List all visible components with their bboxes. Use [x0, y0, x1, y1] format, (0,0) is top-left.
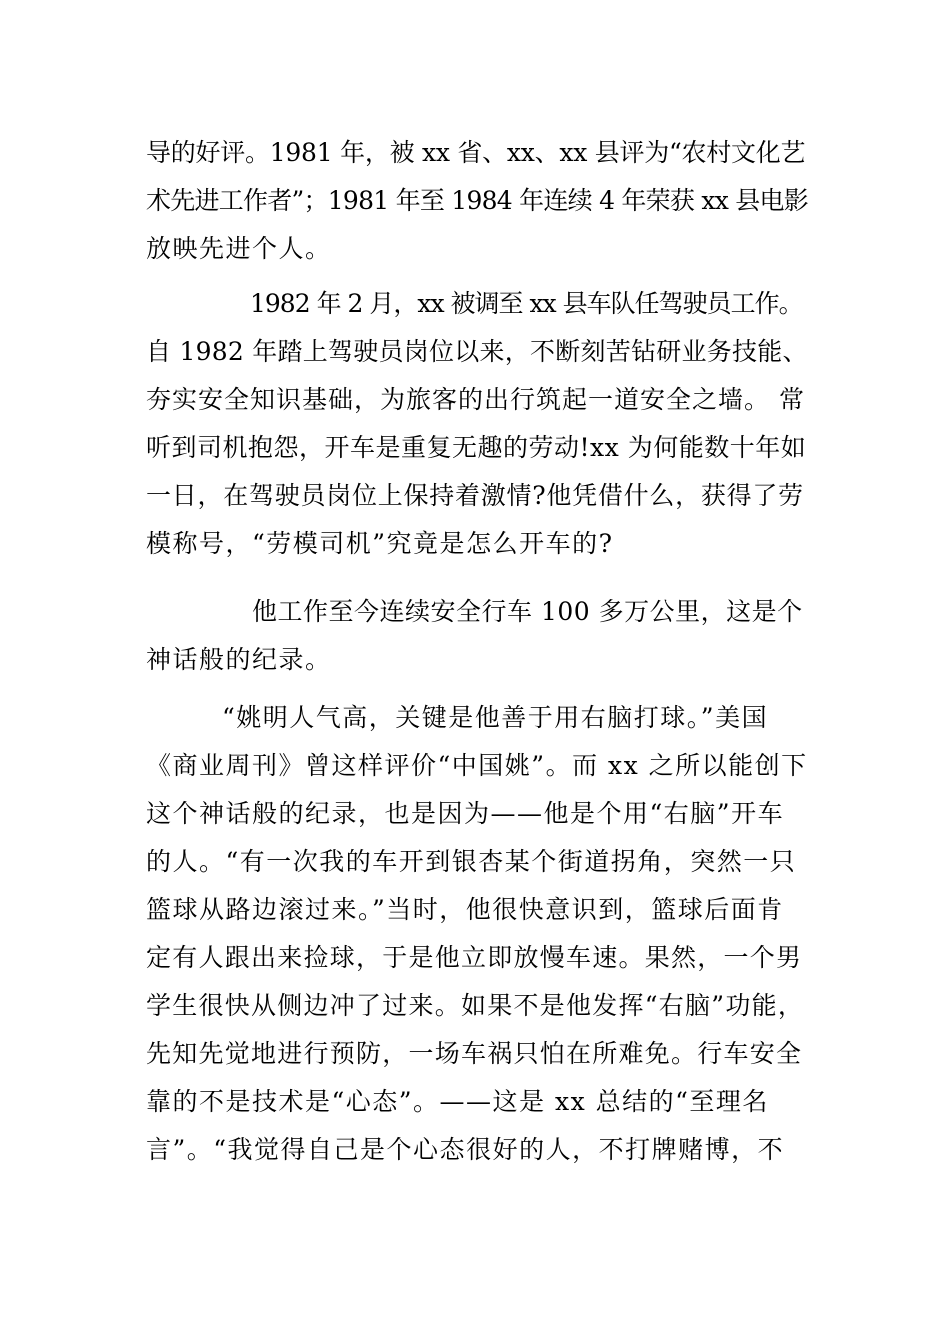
text-line: 导的好评。1981 年，被 xx 省、xx、xx 县评为“农村文化艺 [146, 138, 806, 167]
text-line: “姚明人气高，关键是他善于用右脑打球。”美国 [222, 703, 769, 732]
text-line: 神话般的纪录。 [146, 645, 332, 674]
text-line: 他工作至今连续安全行车 100 多万公里，这是个 [252, 597, 803, 626]
text-line: 夯实安全知识基础，为旅客的出行筑起一道安全之墙。 常 [146, 385, 805, 414]
text-line: 这个神话般的纪录，也是因为——他是个用“右脑”开车 [146, 799, 785, 828]
text-line: 篮球从路边滚过来。”当时，他很快意识到，篮球后面肯 [146, 895, 784, 924]
text-line: 的人。“有一次我的车开到银杏某个街道拐角，突然一只 [146, 847, 797, 876]
text-line: 模称号，“劳模司机”究竟是怎么开车的? [146, 529, 614, 558]
text-line: 听到司机抱怨，开车是重复无趣的劳动!xx 为何能数十年如 [146, 433, 807, 462]
text-line: 靠的不是技术是“心态”。——这是 xx 总结的“至理名 [146, 1087, 769, 1116]
text-line: 一日，在驾驶员岗位上保持着激情?他凭借什么，获得了劳 [146, 481, 804, 510]
text-line: 《商业周刊》曾这样评价“中国姚”。而 xx 之所以能创下 [146, 751, 808, 780]
text-line: 学生很快从侧边冲了过来。如果不是他发挥“右脑”功能， [146, 991, 805, 1020]
text-line: 先知先觉地进行预防，一场车祸只怕在所难免。行车安全 [146, 1039, 803, 1068]
text-line: 自 1982 年踏上驾驶员岗位以来，不断刻苦钻研业务技能、 [146, 337, 808, 366]
text-line: 术先进工作者”；1981 年至 1984 年连续 4 年荣获 xx 县电影 [146, 186, 809, 215]
text-line: 放映先进个人。 [146, 234, 332, 263]
text-line: 定有人跟出来捡球，于是他立即放慢车速。果然，一个男 [146, 943, 803, 972]
text-line: 1982 年 2 月，xx 被调至 xx 县车队任驾驶员工作。 [250, 289, 803, 318]
text-line: 言”。“我觉得自己是个心态很好的人，不打牌赌博，不 [146, 1135, 785, 1164]
